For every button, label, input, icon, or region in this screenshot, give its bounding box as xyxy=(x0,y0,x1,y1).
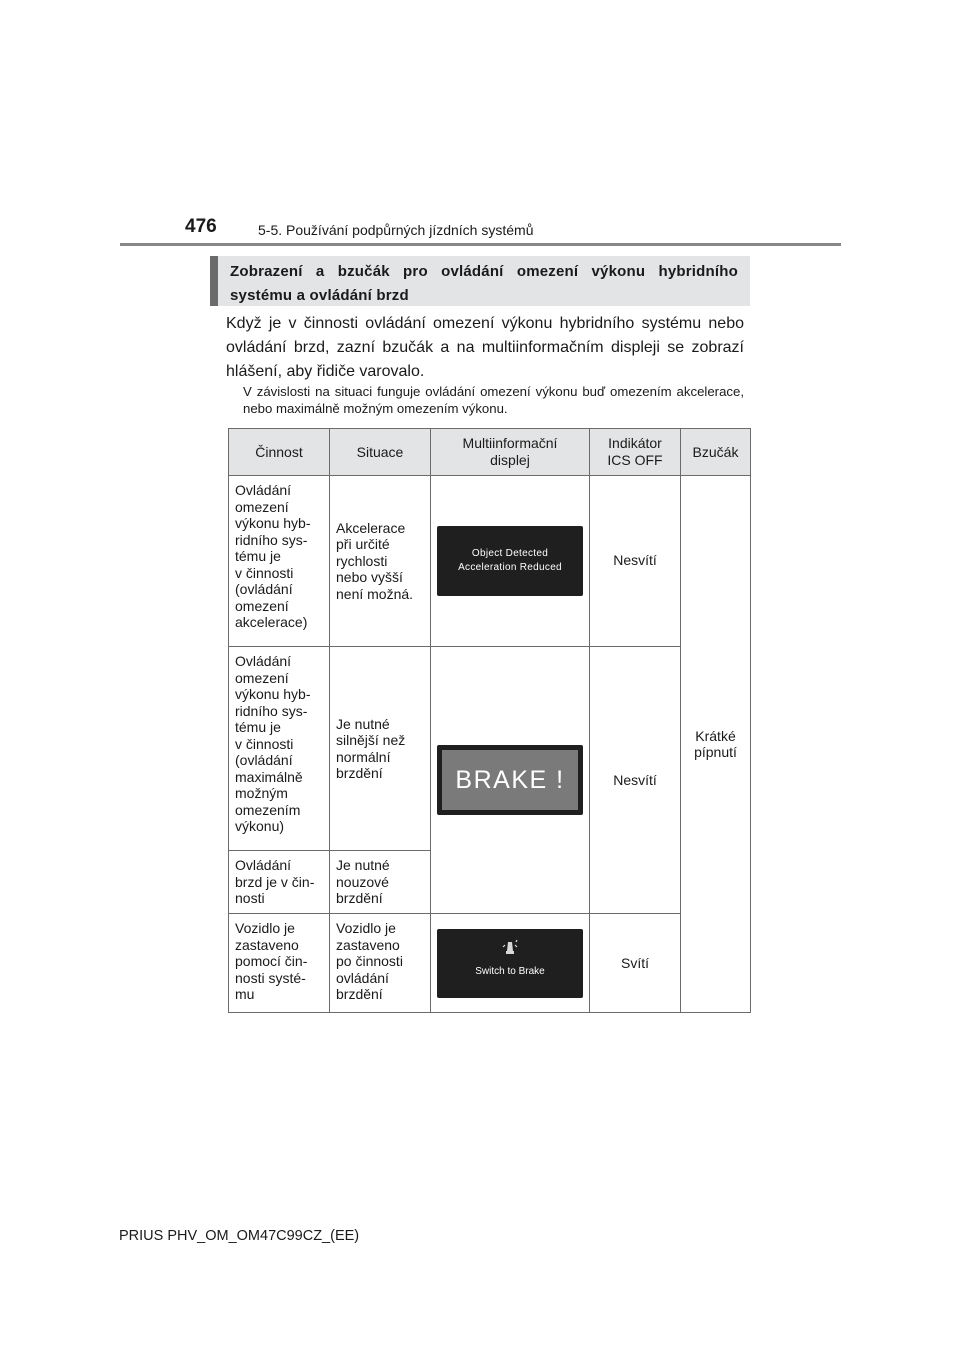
text-line: Ovládání xyxy=(235,653,292,669)
text-line: tému je xyxy=(235,719,281,735)
text-line: brzdění xyxy=(336,986,383,1002)
text-line: výkonu hyb- xyxy=(235,515,311,531)
page-number: 476 xyxy=(185,216,217,237)
display-brake xyxy=(437,745,583,815)
activity-cell xyxy=(229,914,330,1013)
brake-pedal-icon xyxy=(501,939,519,959)
table-row xyxy=(229,476,751,647)
text-line: Krátké xyxy=(695,727,736,744)
table-row xyxy=(229,914,751,1013)
section-title: 5-5. Používání podpůrných jízdních systémů xyxy=(258,222,534,238)
text-line: nosti systé- xyxy=(235,969,306,986)
footer-document-code: PRIUS PHV_OM_OM47C99CZ_(EE) xyxy=(119,1228,360,1244)
header-rule xyxy=(120,243,841,246)
header-display-line: Multiinformační xyxy=(462,435,558,451)
text-line: nouzové xyxy=(336,873,389,890)
text-line: mu xyxy=(235,986,255,1002)
table-header-row xyxy=(229,429,751,476)
display-cell xyxy=(431,647,590,914)
text-line: tému je xyxy=(235,548,281,564)
header-indicator xyxy=(590,429,681,476)
text-line: akcelerace) xyxy=(235,614,308,630)
text-line: omezení xyxy=(235,498,289,515)
display-cell xyxy=(431,914,590,1013)
text-line: ridního sys- xyxy=(235,702,308,719)
text-line: brzdění xyxy=(336,765,383,781)
text-line: Je nutné xyxy=(336,857,390,873)
text-line: pípnutí xyxy=(694,744,737,760)
situation-cell xyxy=(330,914,431,1013)
table-row xyxy=(229,647,751,851)
text-line: Ovládání xyxy=(235,857,292,873)
text-line: ridního sys- xyxy=(235,531,308,548)
header-indicator-line: Indikátor xyxy=(608,435,662,451)
text-line: možným xyxy=(235,785,288,801)
text-line: rychlosti xyxy=(336,552,388,569)
text-line: nebo vyšší xyxy=(336,569,403,586)
indicator-cell: Nesvítí xyxy=(590,476,681,647)
display-text-line: Acceleration Reduced xyxy=(458,562,562,573)
text-line: maximálně xyxy=(235,768,303,785)
text-line: brzdění xyxy=(336,890,383,906)
display-object-detected xyxy=(437,526,583,596)
header-indicator-line: ICS OFF xyxy=(607,452,663,468)
header-display xyxy=(431,429,590,476)
text-line: omezení xyxy=(235,669,289,686)
text-line: při určité xyxy=(336,536,390,553)
header-display-line: displej xyxy=(490,452,530,468)
text-line: Ovládání xyxy=(235,482,292,498)
info-table xyxy=(228,428,751,1013)
situation-cell xyxy=(330,476,431,647)
display-switch-to-brake xyxy=(437,929,583,998)
display-text-line: Switch to Brake xyxy=(475,965,545,977)
text-line: po činnosti xyxy=(336,953,403,969)
text-line: Vozidlo je xyxy=(235,920,295,936)
activity-cell xyxy=(229,647,330,851)
text-line: omezením xyxy=(235,801,301,818)
intro-paragraph: Když je v činnosti ovládání omezení výkonu hybridního systému nebo ovládání brzd, zazní bzučák a na multiinformačním displeji se zobrazí hlášení, aby řidiče varovalo. xyxy=(226,315,744,380)
text-line: výkonu hyb- xyxy=(235,686,311,702)
text-line: v činnosti xyxy=(235,735,294,752)
indicator-cell: Nesvítí xyxy=(590,647,681,914)
display-text-line: Object Detected xyxy=(471,548,549,559)
display-cell xyxy=(431,476,590,647)
buzzer-cell xyxy=(681,476,751,1013)
situation-cell xyxy=(330,851,431,914)
text-line: v činnosti xyxy=(235,564,294,581)
text-line: výkonu) xyxy=(235,818,285,834)
text-line: pomocí čin- xyxy=(235,953,308,969)
text-line: není možná. xyxy=(336,585,414,602)
header-situation: Situace xyxy=(330,429,431,476)
text-line: Akcelerace xyxy=(336,519,406,536)
text-line: zastaveno xyxy=(336,936,400,953)
activity-cell xyxy=(229,476,330,647)
text-line: (ovládání xyxy=(235,752,293,768)
indicator-cell: Svítí xyxy=(590,914,681,1013)
text-line: zastaveno xyxy=(235,936,299,953)
text-line: omezení xyxy=(235,597,289,614)
text-line: normální xyxy=(336,748,391,765)
header-buzzer: Bzučák xyxy=(681,429,751,476)
text-line: brzd je v čin- xyxy=(235,873,315,890)
box-title: Zobrazení a bzučák pro ovládání omezení výkonu hybridního systému a ovládání brzd xyxy=(210,256,750,306)
note-paragraph: V závislosti na situaci funguje ovládání omezení výkonu buď omezením akcelerace, nebo maximálně možným omezením výkonu. xyxy=(243,384,744,416)
text-line: nosti xyxy=(235,890,265,906)
activity-cell xyxy=(229,851,330,914)
text-line: Je nutné xyxy=(336,715,390,732)
brake-warning-text: BRAKE ! xyxy=(442,750,578,810)
header-activity: Činnost xyxy=(229,429,330,476)
text-line: ovládání xyxy=(336,969,389,986)
text-line: silnější než xyxy=(336,732,406,748)
situation-cell xyxy=(330,647,431,851)
text-line: Vozidlo je xyxy=(336,920,396,936)
text-line: (ovládání xyxy=(235,581,293,597)
